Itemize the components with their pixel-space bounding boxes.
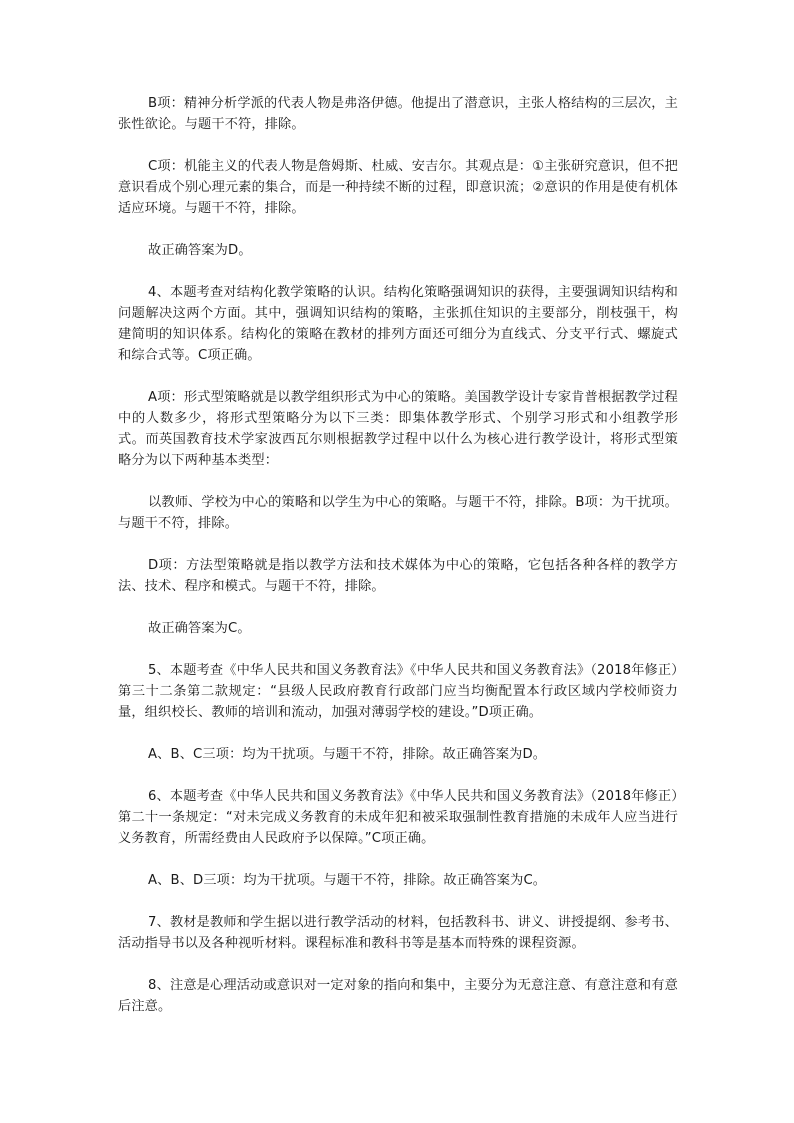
paragraph-answer-d: 故正确答案为D。	[148, 243, 252, 258]
paragraph-d-option-method-strategy: D项：方法型策略就是指以教学方法和技术媒体为中心的策略，它包括各种各样的教学方法、技术、程序和模式。与题干不符，排除。	[118, 558, 678, 594]
document-body	[118, 93, 678, 1038]
paragraph-c-option-functionalism: C项：机能主义的代表人物是詹姆斯、杜威、安吉尔。其观点是：①主张研究意识，但不把意识看成个别心理元素的集合，而是一种持续不断的过程，即意识流；②意识的作用是使有机体适应环境。与题干不符，排除。	[118, 159, 678, 216]
paragraph-question-6: 6、本题考查《中华人民共和国义务教育法》《中华人民共和国义务教育法》（2018年修正）第二十一条规定：“对未完成义务教育的未成年犯和被采取强制性教育措施的未成年人应当进行义务教育，所需经费由人民政府予以保障。”C项正确。	[118, 789, 678, 846]
paragraph-b-option-psychoanalysis: B项：精神分析学派的代表人物是弗洛伊德。他提出了潜意识，主张人格结构的三层次，主张性欲论。与题干不符，排除。	[118, 96, 678, 132]
paragraph-question-7: 7、教材是教师和学生据以进行教学活动的材料，包括教科书、讲义、讲授提纲、参考书、活动指导书以及各种视听材料。课程标准和教科书等是基本而特殊的课程资源。	[118, 915, 678, 951]
paragraph-question-6-options: A、B、D三项：均为干扰项。与题干不符，排除。故正确答案为C。	[148, 873, 547, 888]
paragraph-answer-c: 故正确答案为C。	[148, 621, 251, 636]
paragraph-a-option-formal-strategy: A项：形式型策略就是以教学组织形式为中心的策略。美国教学设计专家肯普根据教学过程中的人数多少，将形式型策略分为以下三类：即集体教学形式、个别学习形式和小组教学形式。而英国教育技术学家波西瓦尔则根据教学过程中以什么为核心进行教学设计，将形式型策略分为以下两种基本类型：	[118, 390, 678, 468]
paragraph-question-5: 5、本题考查《中华人民共和国义务教育法》《中华人民共和国义务教育法》（2018年修正）第三十二条第二款规定：“县级人民政府教育行政部门应当均衡配置本行政区域内学校师资力量，组织校长、教师的培训和流动，加强对薄弱学校的建设。”D项正确。	[118, 663, 678, 720]
paragraph-question-4: 4、本题考查对结构化教学策略的认识。结构化策略强调知识的获得，主要强调知识结构和问题解决这两个方面。其中，强调知识结构的策略，主张抓住知识的主要部分，削枝强干，构建简明的知识体系。结构化的策略在教材的排列方面还可细分为直线式、分支平行式、螺旋式和综合式等。C项正确。	[118, 285, 678, 363]
paragraph-question-5-options: A、B、C三项：均为干扰项。与题干不符，排除。故正确答案为D。	[148, 747, 547, 762]
paragraph-question-8: 8、注意是心理活动或意识对一定对象的指向和集中，主要分为无意注意、有意注意和有意后注意。	[118, 978, 678, 1014]
paragraph-strategy-types: 以教师、学校为中心的策略和以学生为中心的策略。与题干不符，排除。B项：为干扰项。与题干不符，排除。	[118, 495, 678, 531]
